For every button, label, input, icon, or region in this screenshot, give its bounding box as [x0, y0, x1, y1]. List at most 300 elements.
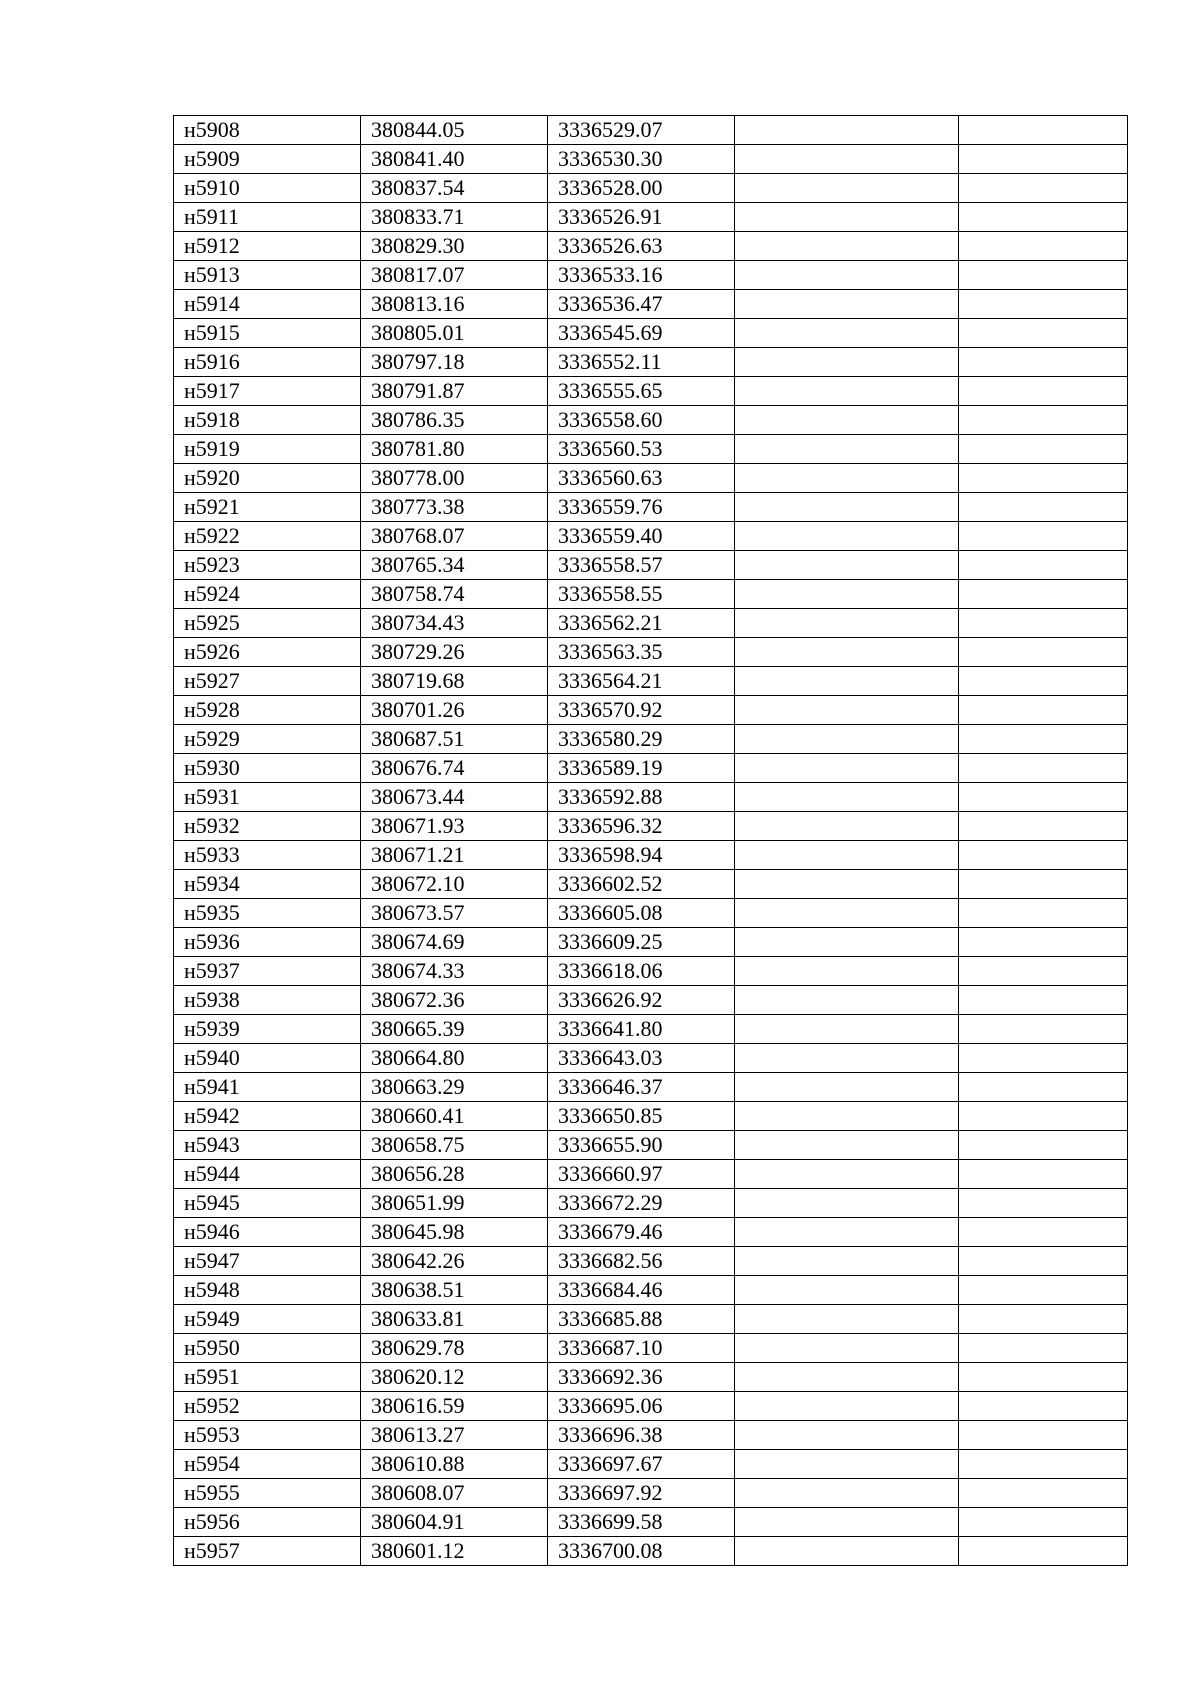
empty-cell-5 [959, 609, 1128, 638]
empty-cell-5 [959, 870, 1128, 899]
point-id-cell: н5929 [174, 725, 361, 754]
x-coordinate-cell: 380672.36 [361, 986, 548, 1015]
y-coordinate-cell: 3336682.56 [548, 1247, 735, 1276]
x-coordinate-cell: 380729.26 [361, 638, 548, 667]
coordinate-table-body [174, 116, 1128, 1566]
x-coordinate-cell: 380645.98 [361, 1218, 548, 1247]
y-coordinate-cell: 3336699.58 [548, 1508, 735, 1537]
empty-cell-5 [959, 1189, 1128, 1218]
empty-cell-5 [959, 203, 1128, 232]
table-row [174, 696, 1128, 725]
x-coordinate-cell: 380673.44 [361, 783, 548, 812]
x-coordinate-cell: 380844.05 [361, 116, 548, 145]
empty-cell-4 [735, 232, 959, 261]
y-coordinate-cell: 3336580.29 [548, 725, 735, 754]
empty-cell-5 [959, 1160, 1128, 1189]
y-coordinate-cell: 3336660.97 [548, 1160, 735, 1189]
x-coordinate-cell: 380664.80 [361, 1044, 548, 1073]
x-coordinate-cell: 380629.78 [361, 1334, 548, 1363]
point-id-cell: н5945 [174, 1189, 361, 1218]
empty-cell-4 [735, 580, 959, 609]
empty-cell-5 [959, 174, 1128, 203]
x-coordinate-cell: 380841.40 [361, 145, 548, 174]
empty-cell-5 [959, 1102, 1128, 1131]
x-coordinate-cell: 380660.41 [361, 1102, 548, 1131]
y-coordinate-cell: 3336700.08 [548, 1537, 735, 1566]
empty-cell-4 [735, 1160, 959, 1189]
table-row [174, 870, 1128, 899]
empty-cell-5 [959, 464, 1128, 493]
empty-cell-5 [959, 348, 1128, 377]
empty-cell-5 [959, 812, 1128, 841]
empty-cell-5 [959, 319, 1128, 348]
empty-cell-5 [959, 435, 1128, 464]
point-id-cell: н5927 [174, 667, 361, 696]
empty-cell-4 [735, 1305, 959, 1334]
table-row [174, 232, 1128, 261]
table-row [174, 1073, 1128, 1102]
table-row [174, 783, 1128, 812]
table-row [174, 609, 1128, 638]
x-coordinate-cell: 380676.74 [361, 754, 548, 783]
empty-cell-5 [959, 725, 1128, 754]
empty-cell-4 [735, 1276, 959, 1305]
point-id-cell: н5950 [174, 1334, 361, 1363]
y-coordinate-cell: 3336641.80 [548, 1015, 735, 1044]
x-coordinate-cell: 380687.51 [361, 725, 548, 754]
point-id-cell: н5911 [174, 203, 361, 232]
point-id-cell: н5910 [174, 174, 361, 203]
x-coordinate-cell: 380734.43 [361, 609, 548, 638]
point-id-cell: н5949 [174, 1305, 361, 1334]
y-coordinate-cell: 3336609.25 [548, 928, 735, 957]
table-row [174, 667, 1128, 696]
empty-cell-4 [735, 174, 959, 203]
table-row [174, 1421, 1128, 1450]
empty-cell-5 [959, 638, 1128, 667]
empty-cell-5 [959, 899, 1128, 928]
x-coordinate-cell: 380656.28 [361, 1160, 548, 1189]
x-coordinate-cell: 380672.10 [361, 870, 548, 899]
table-row [174, 1102, 1128, 1131]
empty-cell-5 [959, 1247, 1128, 1276]
x-coordinate-cell: 380817.07 [361, 261, 548, 290]
point-id-cell: н5915 [174, 319, 361, 348]
x-coordinate-cell: 380642.26 [361, 1247, 548, 1276]
empty-cell-4 [735, 841, 959, 870]
y-coordinate-cell: 3336626.92 [548, 986, 735, 1015]
empty-cell-5 [959, 580, 1128, 609]
empty-cell-4 [735, 1189, 959, 1218]
empty-cell-4 [735, 1218, 959, 1247]
y-coordinate-cell: 3336558.57 [548, 551, 735, 580]
empty-cell-4 [735, 145, 959, 174]
y-coordinate-cell: 3336695.06 [548, 1392, 735, 1421]
y-coordinate-cell: 3336596.32 [548, 812, 735, 841]
empty-cell-5 [959, 1015, 1128, 1044]
y-coordinate-cell: 3336536.47 [548, 290, 735, 319]
y-coordinate-cell: 3336696.38 [548, 1421, 735, 1450]
x-coordinate-cell: 380768.07 [361, 522, 548, 551]
point-id-cell: н5936 [174, 928, 361, 957]
empty-cell-5 [959, 1044, 1128, 1073]
point-id-cell: н5925 [174, 609, 361, 638]
table-row [174, 1160, 1128, 1189]
table-row [174, 580, 1128, 609]
y-coordinate-cell: 3336545.69 [548, 319, 735, 348]
empty-cell-5 [959, 1276, 1128, 1305]
table-row [174, 1218, 1128, 1247]
y-coordinate-cell: 3336558.60 [548, 406, 735, 435]
y-coordinate-cell: 3336643.03 [548, 1044, 735, 1073]
x-coordinate-cell: 380610.88 [361, 1450, 548, 1479]
point-id-cell: н5921 [174, 493, 361, 522]
x-coordinate-cell: 380673.57 [361, 899, 548, 928]
y-coordinate-cell: 3336646.37 [548, 1073, 735, 1102]
empty-cell-4 [735, 609, 959, 638]
point-id-cell: н5952 [174, 1392, 361, 1421]
y-coordinate-cell: 3336559.40 [548, 522, 735, 551]
table-row [174, 290, 1128, 319]
x-coordinate-cell: 380658.75 [361, 1131, 548, 1160]
empty-cell-5 [959, 261, 1128, 290]
x-coordinate-cell: 380719.68 [361, 667, 548, 696]
x-coordinate-cell: 380781.80 [361, 435, 548, 464]
point-id-cell: н5926 [174, 638, 361, 667]
point-id-cell: н5943 [174, 1131, 361, 1160]
empty-cell-4 [735, 870, 959, 899]
empty-cell-4 [735, 1073, 959, 1102]
table-row [174, 348, 1128, 377]
table-row [174, 754, 1128, 783]
empty-cell-4 [735, 725, 959, 754]
x-coordinate-cell: 380758.74 [361, 580, 548, 609]
point-id-cell: н5916 [174, 348, 361, 377]
table-row [174, 1392, 1128, 1421]
x-coordinate-cell: 380671.93 [361, 812, 548, 841]
table-row [174, 1276, 1128, 1305]
x-coordinate-cell: 380833.71 [361, 203, 548, 232]
empty-cell-4 [735, 812, 959, 841]
point-id-cell: н5909 [174, 145, 361, 174]
point-id-cell: н5934 [174, 870, 361, 899]
point-id-cell: н5933 [174, 841, 361, 870]
point-id-cell: н5947 [174, 1247, 361, 1276]
empty-cell-5 [959, 841, 1128, 870]
x-coordinate-cell: 380797.18 [361, 348, 548, 377]
empty-cell-5 [959, 986, 1128, 1015]
y-coordinate-cell: 3336687.10 [548, 1334, 735, 1363]
x-coordinate-cell: 380674.69 [361, 928, 548, 957]
point-id-cell: н5932 [174, 812, 361, 841]
empty-cell-4 [735, 696, 959, 725]
table-row [174, 1189, 1128, 1218]
x-coordinate-cell: 380616.59 [361, 1392, 548, 1421]
empty-cell-5 [959, 1363, 1128, 1392]
x-coordinate-cell: 380805.01 [361, 319, 548, 348]
y-coordinate-cell: 3336552.11 [548, 348, 735, 377]
x-coordinate-cell: 380829.30 [361, 232, 548, 261]
x-coordinate-cell: 380633.81 [361, 1305, 548, 1334]
empty-cell-4 [735, 1479, 959, 1508]
empty-cell-4 [735, 203, 959, 232]
empty-cell-5 [959, 116, 1128, 145]
point-id-cell: н5923 [174, 551, 361, 580]
empty-cell-4 [735, 435, 959, 464]
empty-cell-5 [959, 145, 1128, 174]
point-id-cell: н5940 [174, 1044, 361, 1073]
table-row [174, 145, 1128, 174]
empty-cell-4 [735, 348, 959, 377]
empty-cell-5 [959, 406, 1128, 435]
empty-cell-5 [959, 783, 1128, 812]
table-row [174, 319, 1128, 348]
empty-cell-4 [735, 116, 959, 145]
point-id-cell: н5953 [174, 1421, 361, 1450]
point-id-cell: н5914 [174, 290, 361, 319]
empty-cell-4 [735, 1044, 959, 1073]
empty-cell-5 [959, 928, 1128, 957]
empty-cell-4 [735, 493, 959, 522]
empty-cell-4 [735, 1015, 959, 1044]
x-coordinate-cell: 380608.07 [361, 1479, 548, 1508]
point-id-cell: н5908 [174, 116, 361, 145]
y-coordinate-cell: 3336589.19 [548, 754, 735, 783]
point-id-cell: н5912 [174, 232, 361, 261]
empty-cell-5 [959, 1479, 1128, 1508]
empty-cell-4 [735, 464, 959, 493]
y-coordinate-cell: 3336560.53 [548, 435, 735, 464]
y-coordinate-cell: 3336559.76 [548, 493, 735, 522]
empty-cell-5 [959, 551, 1128, 580]
point-id-cell: н5939 [174, 1015, 361, 1044]
empty-cell-4 [735, 899, 959, 928]
point-id-cell: н5918 [174, 406, 361, 435]
point-id-cell: н5937 [174, 957, 361, 986]
y-coordinate-cell: 3336570.92 [548, 696, 735, 725]
table-row [174, 725, 1128, 754]
x-coordinate-cell: 380613.27 [361, 1421, 548, 1450]
y-coordinate-cell: 3336650.85 [548, 1102, 735, 1131]
y-coordinate-cell: 3336618.06 [548, 957, 735, 986]
x-coordinate-cell: 380604.91 [361, 1508, 548, 1537]
table-row [174, 1305, 1128, 1334]
empty-cell-5 [959, 1305, 1128, 1334]
table-row [174, 1479, 1128, 1508]
point-id-cell: н5924 [174, 580, 361, 609]
empty-cell-4 [735, 1537, 959, 1566]
empty-cell-5 [959, 667, 1128, 696]
point-id-cell: н5938 [174, 986, 361, 1015]
empty-cell-4 [735, 754, 959, 783]
x-coordinate-cell: 380765.34 [361, 551, 548, 580]
point-id-cell: н5951 [174, 1363, 361, 1392]
y-coordinate-cell: 3336560.63 [548, 464, 735, 493]
y-coordinate-cell: 3336563.35 [548, 638, 735, 667]
x-coordinate-cell: 380671.21 [361, 841, 548, 870]
table-row [174, 1015, 1128, 1044]
y-coordinate-cell: 3336530.30 [548, 145, 735, 174]
x-coordinate-cell: 380638.51 [361, 1276, 548, 1305]
table-row [174, 1450, 1128, 1479]
empty-cell-4 [735, 783, 959, 812]
point-id-cell: н5922 [174, 522, 361, 551]
empty-cell-4 [735, 1392, 959, 1421]
y-coordinate-cell: 3336684.46 [548, 1276, 735, 1305]
empty-cell-5 [959, 1218, 1128, 1247]
table-row [174, 261, 1128, 290]
table-row [174, 116, 1128, 145]
table-row [174, 377, 1128, 406]
y-coordinate-cell: 3336685.88 [548, 1305, 735, 1334]
empty-cell-5 [959, 290, 1128, 319]
empty-cell-5 [959, 1450, 1128, 1479]
x-coordinate-cell: 380651.99 [361, 1189, 548, 1218]
point-id-cell: н5946 [174, 1218, 361, 1247]
table-row [174, 812, 1128, 841]
y-coordinate-cell: 3336592.88 [548, 783, 735, 812]
x-coordinate-cell: 380701.26 [361, 696, 548, 725]
table-row [174, 551, 1128, 580]
empty-cell-4 [735, 1102, 959, 1131]
y-coordinate-cell: 3336602.52 [548, 870, 735, 899]
empty-cell-5 [959, 1508, 1128, 1537]
table-row [174, 928, 1128, 957]
point-id-cell: н5955 [174, 1479, 361, 1508]
empty-cell-5 [959, 696, 1128, 725]
x-coordinate-cell: 380786.35 [361, 406, 548, 435]
empty-cell-4 [735, 261, 959, 290]
y-coordinate-cell: 3336598.94 [548, 841, 735, 870]
y-coordinate-cell: 3336655.90 [548, 1131, 735, 1160]
empty-cell-5 [959, 232, 1128, 261]
table-row [174, 899, 1128, 928]
y-coordinate-cell: 3336697.67 [548, 1450, 735, 1479]
point-id-cell: н5942 [174, 1102, 361, 1131]
table-row [174, 957, 1128, 986]
empty-cell-5 [959, 957, 1128, 986]
y-coordinate-cell: 3336679.46 [548, 1218, 735, 1247]
empty-cell-5 [959, 377, 1128, 406]
table-row [174, 841, 1128, 870]
point-id-cell: н5931 [174, 783, 361, 812]
empty-cell-4 [735, 986, 959, 1015]
empty-cell-4 [735, 406, 959, 435]
table-row [174, 1508, 1128, 1537]
point-id-cell: н5944 [174, 1160, 361, 1189]
empty-cell-4 [735, 1334, 959, 1363]
y-coordinate-cell: 3336605.08 [548, 899, 735, 928]
empty-cell-4 [735, 1508, 959, 1537]
empty-cell-5 [959, 1131, 1128, 1160]
empty-cell-5 [959, 522, 1128, 551]
empty-cell-5 [959, 754, 1128, 783]
x-coordinate-cell: 380837.54 [361, 174, 548, 203]
table-row [174, 1537, 1128, 1566]
x-coordinate-cell: 380778.00 [361, 464, 548, 493]
empty-cell-4 [735, 957, 959, 986]
y-coordinate-cell: 3336692.36 [548, 1363, 735, 1392]
point-id-cell: н5919 [174, 435, 361, 464]
table-row [174, 493, 1128, 522]
empty-cell-4 [735, 667, 959, 696]
point-id-cell: н5948 [174, 1276, 361, 1305]
empty-cell-5 [959, 1073, 1128, 1102]
empty-cell-5 [959, 1334, 1128, 1363]
y-coordinate-cell: 3336562.21 [548, 609, 735, 638]
x-coordinate-cell: 380674.33 [361, 957, 548, 986]
y-coordinate-cell: 3336533.16 [548, 261, 735, 290]
point-id-cell: н5920 [174, 464, 361, 493]
table-row [174, 1334, 1128, 1363]
table-row [174, 1247, 1128, 1276]
x-coordinate-cell: 380773.38 [361, 493, 548, 522]
table-row [174, 986, 1128, 1015]
x-coordinate-cell: 380663.29 [361, 1073, 548, 1102]
x-coordinate-cell: 380620.12 [361, 1363, 548, 1392]
table-row [174, 174, 1128, 203]
table-row [174, 203, 1128, 232]
table-row [174, 522, 1128, 551]
x-coordinate-cell: 380813.16 [361, 290, 548, 319]
point-id-cell: н5954 [174, 1450, 361, 1479]
empty-cell-4 [735, 1363, 959, 1392]
y-coordinate-cell: 3336558.55 [548, 580, 735, 609]
point-id-cell: н5941 [174, 1073, 361, 1102]
table-row [174, 1363, 1128, 1392]
table-row [174, 1044, 1128, 1073]
point-id-cell: н5913 [174, 261, 361, 290]
y-coordinate-cell: 3336526.63 [548, 232, 735, 261]
point-id-cell: н5935 [174, 899, 361, 928]
y-coordinate-cell: 3336564.21 [548, 667, 735, 696]
empty-cell-4 [735, 1247, 959, 1276]
y-coordinate-cell: 3336672.29 [548, 1189, 735, 1218]
empty-cell-4 [735, 1450, 959, 1479]
empty-cell-4 [735, 551, 959, 580]
y-coordinate-cell: 3336529.07 [548, 116, 735, 145]
point-id-cell: н5917 [174, 377, 361, 406]
y-coordinate-cell: 3336555.65 [548, 377, 735, 406]
empty-cell-4 [735, 928, 959, 957]
empty-cell-5 [959, 1537, 1128, 1566]
empty-cell-4 [735, 638, 959, 667]
y-coordinate-cell: 3336528.00 [548, 174, 735, 203]
point-id-cell: н5956 [174, 1508, 361, 1537]
table-row [174, 1131, 1128, 1160]
empty-cell-4 [735, 290, 959, 319]
point-id-cell: н5957 [174, 1537, 361, 1566]
empty-cell-4 [735, 1131, 959, 1160]
empty-cell-5 [959, 1392, 1128, 1421]
y-coordinate-cell: 3336526.91 [548, 203, 735, 232]
point-id-cell: н5928 [174, 696, 361, 725]
point-id-cell: н5930 [174, 754, 361, 783]
empty-cell-4 [735, 377, 959, 406]
empty-cell-5 [959, 493, 1128, 522]
empty-cell-4 [735, 1421, 959, 1450]
y-coordinate-cell: 3336697.92 [548, 1479, 735, 1508]
x-coordinate-cell: 380665.39 [361, 1015, 548, 1044]
table-row [174, 435, 1128, 464]
table-row [174, 464, 1128, 493]
x-coordinate-cell: 380791.87 [361, 377, 548, 406]
empty-cell-4 [735, 319, 959, 348]
table-row [174, 638, 1128, 667]
table-row [174, 406, 1128, 435]
empty-cell-5 [959, 1421, 1128, 1450]
empty-cell-4 [735, 522, 959, 551]
